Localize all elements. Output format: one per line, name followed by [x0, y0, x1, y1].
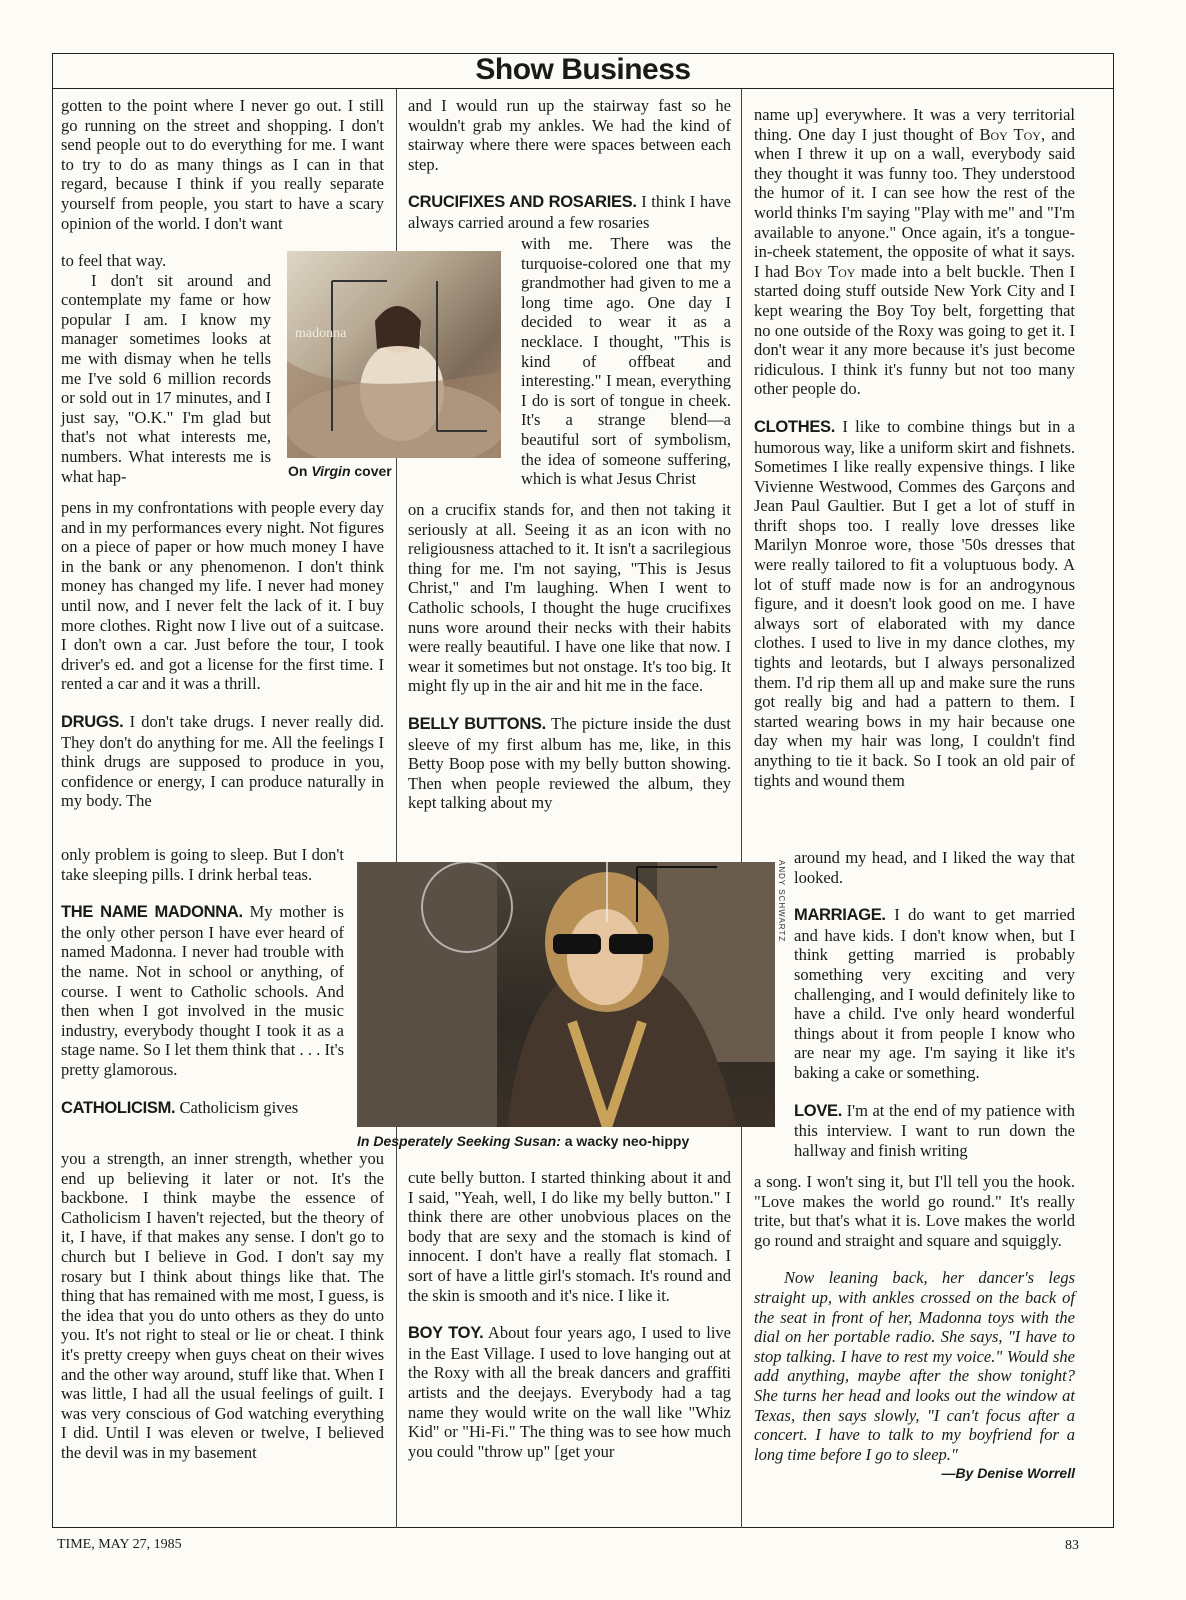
column-3-bottom	[754, 1172, 1075, 1484]
movie-still-photo	[357, 862, 775, 1127]
paragraph: gotten to the point where I never go out. I still go running on the street and shopping. I don't send people out to do everything for me. I want to try to do as many things as I can in that regard, because I think if you really separate yourself from people, you start to have a scary opinion of the world. I don't want	[61, 96, 384, 233]
column-1-bottom	[61, 1149, 384, 1463]
paragraph: CRUCIFIXES AND ROSARIES. I think I have always carried around a few rosaries	[408, 192, 732, 232]
paragraph: name up] everywhere. It was a very territorial thing. One day I just thought of Boy Toy, and when I threw it up on a wall, everybody said they thought it was funny too. They understood the humor of it. I can see how the rest of the world thinks I'm saying "Play with me" and "I'm available to anyone." Once again, it's a tongue-in-cheek statement, the opposite of what it says. I had Boy Toy made into a belt buckle. Then I started doing stuff outside New York City and I kept wearing the Boy Toy belt, forgetting that no one outside of the Roxy was going to get it. I don't wear it any more because it's just become ridiculous. I think it's funny but not too many other people do.	[754, 105, 1076, 399]
coda-paragraph: Now leaning back, her dancer's legs straight up, with ankles crossed on the back of the seat in front of her, Madonna toys with the dial on her portable radio. She says, "I have to stop talking. I have to rest my voice." Would she add anything, maybe after the show tonight? She turns her head and looks out the window at Texas, then says slowly, "I can't focus after a concert. I have to talk to my boyfriend for a long time before I go to sleep."	[754, 1268, 1075, 1464]
paragraph: to feel that way.	[61, 251, 167, 270]
byline: —By Denise Worrell	[941, 1465, 1075, 1482]
paragraph: LOVE. I'm at the end of my patience with this interview. I want to run down the hallway and finish writing	[794, 1100, 1075, 1160]
column-2-bottom	[408, 1168, 731, 1461]
section-heading: DRUGS.	[61, 712, 124, 731]
paragraph: cute belly button. I started thinking about it and I said, "Yeah, well, I do like my belly button." I think there are other unobvious places on the body that are sexy and the stomach is kind of innocent. I don't have a really flat stomach. I sort of have a little girl's stomach. It's round and the skin is smooth and it's nice. I like it.	[408, 1168, 731, 1305]
column-1-mid	[61, 498, 384, 811]
paragraph: only problem is going to sleep. But I don't take sleeping pills. I drink herbal teas.	[61, 845, 344, 884]
paragraph: CATHOLICISM. Catholicism gives	[61, 1097, 299, 1117]
paragraph: around my head, and I liked the way that looked.	[794, 848, 1075, 887]
movie-still-caption: In Desperately Seeking Susan: a wacky neo-hippy	[357, 1133, 690, 1149]
album-cover-photo	[287, 251, 501, 458]
section-heading: LOVE.	[794, 1101, 843, 1120]
paragraph: pens in my confrontations with people every day and in my performances every night. Not figures on a piece of paper or how much money I have in the bank or any phenomenon. I don't think money has changed my life. I never had money until now, and I never felt the lack of it. I buy more clothes. Right now I live out of a suitcase. I don't own a car. Just before the tour, I took driver's ed. and got a license for the first time. I rented a car and it was a thrill.	[61, 498, 384, 694]
column-2-top	[408, 96, 731, 233]
section-heading: BOY TOY.	[408, 1324, 484, 1343]
section-heading: THE NAME MADONNA.	[61, 903, 243, 922]
page-number: 83	[1065, 1538, 1079, 1553]
album-cover-illustration	[287, 251, 501, 458]
paragraph: BELLY BUTTONS. The picture inside the dust sleeve of my first album has me, like, in this Betty Boop pose with my belly button showing. Then when people reviewed the album, they kept talking about my	[408, 713, 732, 813]
paragraph: MARRIAGE. I do want to get married and have kids. I don't know when, but I think getting married is probably something very exciting and very challenging, and I would definitely like to have a child. I've only heard wonderful things about it from people I know who are near my age. I'm saying it like it's baking a cake or something.	[794, 905, 1075, 1082]
section-heading: MARRIAGE.	[794, 906, 886, 925]
column-3-narrow	[794, 848, 1075, 1160]
paragraph: DRUGS. I don't take drugs. I never really did. They don't do anything for me. All the feelings I think drugs are supposed to produce in you, confidence or energy, I can produce naturally in my body. The	[61, 711, 384, 811]
album-title-text: madonna	[295, 326, 347, 341]
column-1-top	[61, 96, 384, 233]
paragraph: CLOTHES. I like to combine things but in a humorous way, like a uniform skirt and fishnets. Sometimes I like really expensive things. I like Vivienne Westwood, Commes des Garçons and Jean Paul Gaultier. But I get a lot of stuff in thrift shops too. I really love dresses like Marilyn Monroe wore, those '50s dresses that were really tailored to fit a voluptuous body. A lot of stuff made now is for an androgynous figure, and it doesn't look good on me. I have always sort of elaborated with my dance clothes. I used to live in my dance clothes, my tights and leotards, but I always personalized them. I'd rip them all up and make sure the runs got really big and had a pattern to them. I started wearing bows in my hair because one day when my hair was long, I couldn't find anything to tie it back. So I took an old pair of tights and wound them	[754, 416, 1075, 790]
paragraph: with me. There was the turquoise-colored one that my grandmother had given to me a long time ago. One day I decided to wear it as a necklace. I thought, "This is kind of offbeat and interesting." I mean, everything I do is sort of tongue in cheek. It's a strange blend—a beautiful sort of symbolism, the idea of someone suffering, which is what Jesus Christ	[521, 234, 731, 489]
paragraph: a song. I won't sing it, but I'll tell you the hook. "Love makes the world go round." It's really trite, but that's what it is. Love makes the world go round and straight and square and squiggly.	[754, 1172, 1075, 1250]
photo-credit: ANDY SCHWARTZ	[777, 860, 786, 943]
paragraph: you a strength, an inner strength, whether you end up believing it later or not. It's the backbone. I think maybe the essence of Catholicism I haven't rejected, but the theory of it, I have, if that makes any sense. I don't go to church but I believe in God. I don't say my rosary but I think about things like that. The thing that has remained with me most, I guess, is the idea that you do unto others as they do unto you. It's not right to steal or lie or cheat. I think it's pretty creepy when guys cheat on their wives and the other way around, stuff like that. When I was little, I had all the usual feelings of guilt. I was very conscious of God watching everything I did. Until I was eleven or twelve, I believed the devil was in my basement	[61, 1149, 384, 1462]
column-1-narrow-2	[61, 845, 344, 1118]
paragraph: on a crucifix stands for, and then not taking it seriously at all. Seeing it as an icon with no religiousness attached to it. It isn't a sacrilegious thing for me. I'm not saying, "This is Jesus Christ," and I'm laughing. When I went to Catholic schools, I thought the huge crucifixes nuns wore around their necks with their habits were really beautiful. I have one like that now. I wear it sometimes but not onstage. It's too big. It might fly up in the air and hit me in the face.	[408, 500, 731, 696]
paragraph: I don't sit around and contemplate my fame or how popular I am. I know my manager sometimes looks at me with dismay when he tells me I've sold 6 million records or sold out in 17 minutes, and I just say, "O.K." I'm glad but that's not what interests me, numbers. What interests me is what hap-	[61, 270, 271, 486]
column-1-narrow	[61, 251, 271, 486]
album-cover-caption: On Virgin cover	[288, 463, 392, 479]
column-3-top	[754, 105, 1075, 790]
section-heading: CRUCIFIXES AND ROSARIES.	[408, 193, 637, 212]
publication-date: TIME, MAY 27, 1985	[57, 1537, 182, 1552]
movie-still-illustration	[357, 862, 775, 1127]
column-rule-2	[741, 89, 742, 1528]
section-title: Show Business	[52, 53, 1114, 89]
column-2-narrow	[521, 234, 731, 489]
paragraph: BOY TOY. About four years ago, I used to live in the East Village. I used to love hanging out at the Roxy with all the break dancers and graffiti artists and the deejays. Everybody had a tag name they would write on the wall like "Whiz Kid" or "Hi-Fi." The thing was to see how much you could "throw up" [get your	[408, 1323, 731, 1461]
section-heading: CLOTHES.	[754, 417, 836, 436]
paragraph: and I would run up the stairway fast so he wouldn't grab my ankles. We had the kind of stairway where there were spaces between each step.	[408, 96, 731, 174]
column-2-mid	[408, 500, 731, 813]
section-heading: CATHOLICISM.	[61, 1098, 176, 1117]
paragraph: THE NAME MADONNA. My mother is the only other person I have ever heard of named Madonna. I never had trouble with the name. Not in school or anything, of course. I went to Catholic schools. And then when I got involved in the music industry, everybody thought I took it as a stage name. So I let them think that . . . It's pretty glamorous.	[61, 902, 344, 1079]
section-heading: BELLY BUTTONS.	[408, 714, 546, 733]
